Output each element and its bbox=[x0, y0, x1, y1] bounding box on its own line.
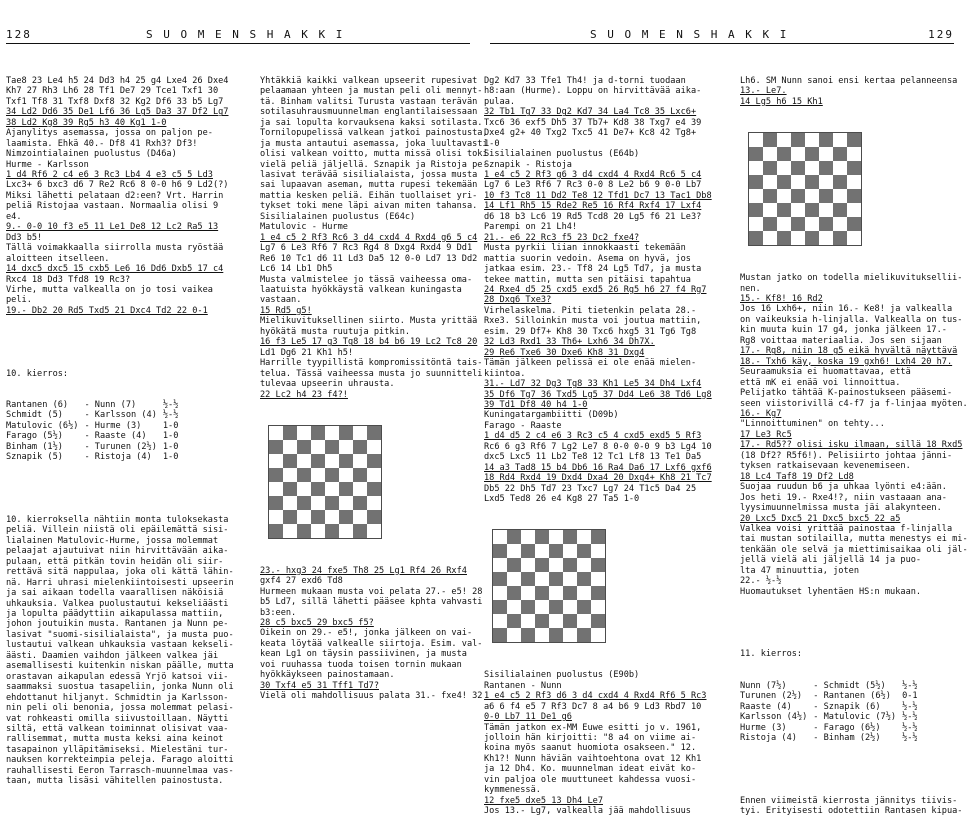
text-line: lta 47 minuuttia, joten bbox=[740, 565, 859, 576]
text-line: Txc6 36 exf5 Dh5 37 Tb7+ Kd8 38 Txg7 e4 39 bbox=[484, 117, 702, 128]
result-cell: 1-0 bbox=[162, 420, 179, 431]
text-line: 30 Txf4 e5 31 Tff1 Td7? bbox=[260, 680, 379, 691]
text-line: 16 f3 Le5 17 g3 Tg8 18 b4 b6 19 Lc2 Tc8 20 bbox=[260, 337, 478, 348]
text-line: olisi valkean voitto, mutta missä olisi toki bbox=[260, 149, 488, 160]
text-line: Sisilialainen puolustus (E90b) bbox=[484, 670, 640, 681]
player-cell: - Raaste (4) bbox=[84, 431, 147, 442]
text-line: d6 18 b3 Lc6 19 Rd5 Tcd8 20 Lg5 f6 21 Le3? bbox=[484, 211, 702, 222]
text-line: on vaikeuksia h-linjalla. Valkealla on tus- bbox=[740, 314, 963, 325]
player-cell: - Farago (6½) bbox=[813, 722, 881, 733]
text-line: 1-0 bbox=[484, 138, 500, 149]
text-line: 18 Rd4 Rxd4 19 Dxd4 Dxa4 20 Dxg4+ Kh8 21 Tc7 bbox=[484, 473, 712, 484]
text-line: Kuningatargambiitti (D09b) bbox=[484, 410, 619, 421]
text-line: Tällä voimakkaalla siirrolla musta ryöstää bbox=[6, 243, 224, 254]
standings-table bbox=[740, 681, 924, 744]
result-cell: 1-0 bbox=[162, 452, 179, 463]
player-cell: Turunen (2½) bbox=[740, 691, 803, 702]
standings-row bbox=[740, 712, 924, 722]
text-line: pulaa. bbox=[484, 96, 516, 107]
player-cell: - Rantanen (6½) bbox=[813, 691, 891, 702]
text-line: 19.- Db2 20 Rd5 Txd5 21 Dxc4 Td2 22 0-1 bbox=[6, 305, 208, 316]
text-line: että mK ei enää voi linnoittua. bbox=[740, 377, 901, 388]
standings-row bbox=[6, 421, 184, 431]
player-cell: - Binham (2½) bbox=[813, 733, 881, 743]
standings-row bbox=[740, 702, 924, 712]
text-line: 28 Dxg6 Txe3? bbox=[484, 295, 552, 306]
text-line: Tornilopupelissä valkean jatkoi painostusta, bbox=[260, 128, 488, 139]
left-column-2 bbox=[260, 55, 488, 723]
player-cell: - Nunn (7) bbox=[84, 399, 137, 410]
standings-row bbox=[6, 431, 184, 441]
text-line: saammaksi suostua tasapeliin, jonka Nunn oli bbox=[6, 682, 234, 693]
result-cell: ½-½ bbox=[902, 701, 918, 712]
text-line: ja sai lopulta korvauksena kaksi sotilasta. bbox=[260, 117, 483, 128]
result-cell: ½-½ bbox=[162, 410, 179, 421]
player-cell: Nunn (7½) bbox=[740, 680, 787, 691]
text-line: hyökätä musta ruutuja pitkin. bbox=[260, 326, 411, 337]
text-line: Rxc4 18 Dd3 Tfd8 19 Rc3? bbox=[6, 274, 131, 285]
standings-row bbox=[6, 410, 184, 420]
text-line: nin peli oli benonia, jossa molemmat pelasi- bbox=[6, 703, 234, 714]
text-line: 1 e4 c5 2 Rf3 g6 3 d4 cxd4 4 Rxd4 Rc6 5 c4 bbox=[484, 169, 702, 180]
text-line: ehdottanut hiljanyt. Schmidtin ja Karlsson- bbox=[6, 692, 229, 703]
text-line: Jos heti 19.- Rxe4!?, niin vastaaan ana- bbox=[740, 492, 947, 503]
text-line: siltä, että valkean toiminnat olisivat vaa- bbox=[6, 723, 229, 734]
text-line: Miksi lähetti pelataan d2:een? Vrt. Harrin bbox=[6, 190, 224, 201]
text-line: 14 dxc5 dxc5 15 cxb5 Le6 16 Dd6 Dxb5 17 c4 bbox=[6, 264, 224, 275]
text-line: "Linnoittuminen" on tehty... bbox=[740, 419, 885, 430]
text-line: kin muuta kuin 17 g4, jonka jälkeen 17.- bbox=[740, 325, 947, 336]
text-line: 24 Rxe4 d5 25 cxd5 exd5 26 Rg5 h6 27 f4 Rg7 bbox=[484, 284, 707, 295]
chess-diagram bbox=[748, 132, 862, 246]
text-line: tasapainon ylläpitämiseksi. Mielestäni tur- bbox=[6, 744, 229, 755]
player-cell: - Schmidt (5½) bbox=[813, 680, 886, 691]
text-line: 17.- Rg8, niin 18 g5 eikä hyvältä näyttävä bbox=[740, 346, 958, 357]
text-line: rallisemmat, mutta musta keksi aina keinot bbox=[6, 734, 224, 745]
player-cell: Hurme (3) bbox=[740, 722, 787, 733]
right-column-1 bbox=[484, 55, 720, 838]
text-line: vastaan. bbox=[260, 295, 302, 306]
text-line: jatkaa esim. 23.- Tf8 24 Lg5 Td7, ja musta bbox=[484, 264, 702, 275]
text-line: 15 Rd5 g5! bbox=[260, 305, 312, 316]
standings-row bbox=[6, 400, 184, 410]
result-cell: ½-½ bbox=[902, 680, 918, 691]
text-line: äästi. Daamien vaihdon jälkeen valkea jäi bbox=[6, 650, 219, 661]
text-line: 32 Tb1 Tg7 33 Dg2 Kd7 34 La4 Tc8 35 Lxc6+ bbox=[484, 107, 697, 118]
player-cell: Raaste (4) bbox=[740, 701, 792, 712]
text-line: peli. bbox=[6, 295, 32, 306]
text-line: 35 Df6 Tg7 36 Txd5 Lg5 37 Dd4 Le6 38 Td6 Lg8 bbox=[484, 389, 712, 400]
text-line: Virhelaskelma. Piti tietenkin pelata 28.- bbox=[484, 305, 697, 316]
text-line: Txf1 Tf8 31 Txf8 Dxf8 32 Kg2 Df6 33 b5 Lg7 bbox=[6, 96, 224, 107]
text-line: lialainen Matulovic-Hurme, jossa molemmat bbox=[6, 535, 219, 546]
text-line: ja sai aikaan todella vaarallisen näköisiä bbox=[6, 588, 224, 599]
text-line: e4. bbox=[6, 211, 22, 222]
text-line: johon joutuikin musta. Rantanen ja Nunn pe- bbox=[6, 619, 229, 630]
result-cell: 0-1 bbox=[902, 691, 918, 702]
text-line: 21.- e6 22 Rc3 f5 23 Dc2 fxe4? bbox=[484, 232, 640, 243]
page-number: 129 bbox=[928, 28, 954, 41]
player-cell: Karlsson (4½) bbox=[740, 712, 808, 723]
result-cell: ½-½ bbox=[162, 399, 179, 410]
text-line: 10. kierroksella nähtiin monta tuloksekasta bbox=[6, 514, 229, 525]
chess-diagram bbox=[492, 529, 606, 643]
running-head: S U O M E N S H A K K I bbox=[590, 28, 789, 41]
text-line: Lg7 6 Le3 Rf6 7 Rc3 0-0 8 Le2 b6 9 0-0 Lb7 bbox=[484, 180, 702, 191]
player-cell: Binham (1½) bbox=[6, 441, 63, 452]
standings-row bbox=[740, 723, 924, 733]
standings-row bbox=[740, 681, 924, 691]
text-line: sotilasuhrausmuunnelman englantilaisessaan bbox=[260, 107, 478, 118]
text-line: vin paljoa ole muuttuneet kahdessa vuosi- bbox=[484, 774, 697, 785]
text-line: 34 Ld2 Dd6 35 De1 Lf6 36 Lg5 Da3 37 Df2 Lg7 bbox=[6, 107, 229, 118]
text-line: 0-0 Lb7 11 De1 g6 bbox=[484, 712, 572, 723]
text-line: 1 e4 c5 2 Rf3 Rc6 3 d4 cxd4 4 Rxd4 g6 5 c4 bbox=[260, 232, 478, 243]
text-line: 12 fxe5 dxe5 13 Dh4 Le7 bbox=[484, 795, 603, 806]
text-line: 22.- ½-½ bbox=[740, 576, 782, 587]
text-line: 9.- 0-0 10 f3 e5 11 Le1 De8 12 Lc2 Ra5 13 bbox=[6, 222, 219, 233]
text-line: laamista. Ehkä 40.- Df8 41 Rxh3? Df3! bbox=[6, 138, 198, 149]
player-cell: Rantanen (6) bbox=[6, 399, 69, 410]
page-header bbox=[490, 25, 954, 44]
text-line: pulaan, että pitkän tovin heidän oli siir- bbox=[6, 556, 224, 567]
text-line: Huomautukset lyhentäen HS:n mukaan. bbox=[740, 586, 922, 597]
text-line: 18.- Txh6 käy, koska 19 gxh6! Lxh4 20 h7. bbox=[740, 356, 953, 367]
text-line: Yhtäkkiä kaikki valkean upseerit rupesivat bbox=[260, 75, 478, 86]
text-line: nauksen korrekteimpia peleja. Farago aloitti bbox=[6, 755, 234, 766]
round-title: 11. kierros: bbox=[740, 649, 803, 660]
text-line: voi ruuhassa tuoda toisen tornin mukaan bbox=[260, 659, 462, 670]
text-line: Sisilialainen puolustus (E64b) bbox=[484, 149, 640, 160]
text-line: nen. bbox=[740, 283, 761, 294]
text-line: taan, mutta lisäsi vähitellen painostusta. bbox=[6, 776, 224, 787]
result-cell: ½-½ bbox=[902, 733, 918, 743]
text-line: 32 Ld3 Rxd1 33 Th6+ Lxh6 34 Dh7X. bbox=[484, 337, 655, 348]
text-line: Matulovic - Hurme bbox=[260, 222, 348, 233]
text-line: tekee mattin, mutta sen pitäisi tapahtua bbox=[484, 274, 691, 285]
text-line: Parempi on 21 Lh4! bbox=[484, 222, 578, 233]
text-line: Jos 16 Lxh6+, niin 16.- Ke8! ja valkealla bbox=[740, 304, 953, 315]
text-line: peliä Ristojaa vastaan. Normaalia olisi 9 bbox=[6, 201, 219, 212]
text-line: Mielikuvituksellinen siirto. Musta yrittää bbox=[260, 316, 478, 327]
result-cell: ½-½ bbox=[902, 722, 918, 733]
text-line: 10 f3 Tc8 11 Dd2 Te8 12 Tfd1 Dc7 13 Tac1 Db8 bbox=[484, 190, 712, 201]
text-line: gxf4 27 exd6 Td8 bbox=[260, 576, 343, 587]
running-head: S U O M E N S H A K K I bbox=[146, 28, 345, 41]
text-line: Hurmeen mukaan musta voi pelata 27.- e5! 28 bbox=[260, 586, 483, 597]
text-line: seen viistorivillä c4-f7 ja f-linjaa myöten. bbox=[740, 398, 968, 409]
text-line: mattia suorin vedoin. Asema on hyvä, jos bbox=[484, 253, 691, 264]
text-line: jellä vielä ali jäljellä 14 ja puo- bbox=[740, 555, 922, 566]
text-line: Jos 13.- Lg7, valkealla jää mahdollisuus bbox=[484, 806, 691, 817]
text-line: esim. 29 Df7+ Kh8 30 Txc6 hxg5 31 Tg6 Tg8 bbox=[484, 326, 697, 337]
text-line: pelaamaan yhteen ja mustan peli oli mennyt- bbox=[260, 86, 483, 97]
text-line: Rg8 voittaa materiaalia. Jos sen sijaan bbox=[740, 335, 942, 346]
text-line: 14 a3 Tad8 15 b4 Db6 16 Ra4 Da6 17 Lxf6 gxf6 bbox=[484, 462, 712, 473]
text-line: rauhallisesti Eeron Tarrasch-muunnelmaa vas- bbox=[6, 765, 234, 776]
text-line: dxc5 Lxc5 11 Lb2 Te8 12 Tc1 Lf8 13 Te1 Da5 bbox=[484, 452, 702, 463]
text-line: keata löytää valkealle siirtoja. Esim. val- bbox=[260, 638, 483, 649]
result-cell: ½-½ bbox=[902, 712, 918, 723]
text-line: kymmenessä. bbox=[484, 785, 541, 796]
text-line: Vielä oli mahdollisuus palata 31.- fxe4! 32 bbox=[260, 691, 483, 702]
text-line: tai mustan sotilailla, mutta menestys ei mi- bbox=[740, 534, 968, 545]
text-line: lasivat terävää sisilialaista, jossa musta bbox=[260, 169, 478, 180]
text-line: Lxc3+ 6 bxc3 d6 7 Re2 Rc6 8 0-0 h6 9 Ld2(?) bbox=[6, 180, 229, 191]
text-line: 22 Lc2 h4 23 f4?! bbox=[260, 389, 348, 400]
text-line: b3:een. bbox=[260, 607, 297, 618]
text-line: 17.- Rd5?? olisi isku ilmaan, sillä 18 Rxd5 bbox=[740, 440, 963, 451]
player-cell: - Karlsson (4) bbox=[84, 410, 157, 421]
text-line: nä. Harri uhrasi mielenkiintoisesti upseerin bbox=[6, 577, 234, 588]
text-line: Lxd5 Ted8 26 e4 Kg8 27 Ta5 1-0 bbox=[484, 494, 640, 505]
left-page bbox=[0, 0, 488, 787]
right-column-2 bbox=[740, 55, 968, 838]
text-line: hyökkäykseen painostamaan. bbox=[260, 670, 395, 681]
text-line: 23.- hxg3 24 fxe5 Th8 25 Lg1 Rf4 26 Rxf4 bbox=[260, 565, 467, 576]
text-line: tykset toki mene läpi aivan miten tahansa. bbox=[260, 201, 478, 212]
player-cell: - Ristoja (4) bbox=[84, 452, 152, 463]
text-line: Seuraamuksia ei huomattavaa, että bbox=[740, 367, 911, 378]
text-line: 31.- Ld7 32 Dg3 Tg8 33 Kh1 Le5 34 Dh4 Lxf4 bbox=[484, 379, 702, 390]
text-line: (18 Df2? R5f6!). Pelisiirto johtaa jänni- bbox=[740, 450, 953, 461]
text-line: Dxe4 g2+ 40 Txg2 Txc5 41 De7+ Kc8 42 Tg8+ bbox=[484, 128, 697, 139]
text-line: Kh7 27 Rh3 Lh6 28 Tf1 De7 29 Tce1 Txf1 30 bbox=[6, 86, 219, 97]
text-line: 38 Ld2 Kg8 39 Rg5 h3 40 Kg1 1-0 bbox=[6, 117, 167, 128]
player-cell: Schmidt (5) bbox=[6, 410, 63, 421]
text-line: 29 Re6 Txe6 30 Dxe6 Kh8 31 Dxg4 bbox=[484, 347, 645, 358]
text-line: Hurme - Karlsson bbox=[6, 159, 89, 170]
text-line: 20 Lxc5 Dxc5 21 Dxc5 bxc5 22 a5 bbox=[740, 513, 901, 524]
text-line: Dg2 Kd7 33 Tfe1 Th4! ja d-torni tuodaan bbox=[484, 75, 686, 86]
text-line: 39 Td1 Df8 40 h4 1-0 bbox=[484, 399, 588, 410]
text-line: ja 12 Dh4. Ko. muunnelman ideat eivät ko- bbox=[484, 764, 697, 775]
text-line: Ennen viimeistä kierrosta jännitys tiivis- bbox=[740, 795, 958, 806]
text-line: uhkauksia. Valkea puolustautui kekseliäästi bbox=[6, 598, 229, 609]
text-line: tyi. Erityisesti odotettiin Rantasen kipua- bbox=[740, 806, 963, 817]
text-line: tulevaa upseerin uhrausta. bbox=[260, 379, 395, 390]
chess-diagram bbox=[268, 425, 382, 539]
text-line: h8:aan (Hurme). Loppu on hirvittävää aika- bbox=[484, 86, 702, 97]
text-line: lustautui valkean uhkauksia vastaan kekseli- bbox=[6, 640, 234, 651]
text-line: tenkään ole selvä ja miettimisaikaa oli jäl- bbox=[740, 544, 968, 555]
text-line: 18 Lc4 Taf8 19 Df2 Ld8 bbox=[740, 471, 854, 482]
text-line: Rantanen - Nunn bbox=[484, 680, 562, 691]
page-header bbox=[6, 25, 470, 44]
text-line: 15.- Kf8! 16 Rd2 bbox=[740, 293, 823, 304]
text-line: Lh6. SM Nunn sanoi ensi kertaa pelanneensa bbox=[740, 75, 958, 86]
text-line: 1 e4 c5 2 Rf3 d6 3 d4 cxd4 4 Rxd4 Rf6 5 Rc3 bbox=[484, 691, 707, 702]
text-line: Tämän jälkeen pelissä ei ole enää mielen- bbox=[484, 358, 697, 369]
text-line: asemallisesti kuitenkin niskan päälle, mutta bbox=[6, 661, 234, 672]
text-line: peliä. Villein niistä oli epäilemättä sisi- bbox=[6, 525, 229, 536]
text-line: Musta valmistelee jo tässä vaiheessa oma- bbox=[260, 274, 473, 285]
text-line: Db5 22 Dh5 Td7 23 Txc7 Lg7 24 T1c5 Da4 25 bbox=[484, 483, 697, 494]
text-line: tyksen ratkaisevaan kevenemiseen. bbox=[740, 461, 911, 472]
text-line: jolloin hän kirjoitti: "8 a4 on viime ai- bbox=[484, 733, 697, 744]
text-line: Ajanylitys asemassa, jossa on paljon pe- bbox=[6, 128, 213, 139]
text-line: Farago - Raaste bbox=[484, 420, 562, 431]
text-line: ja lopulta päädyttiin aikapulassa mattiin, bbox=[6, 608, 224, 619]
text-line: rettävä sitä nappulaa, joka oli kättä lähin- bbox=[6, 567, 234, 578]
text-line: laatuista hyökkäystä valkean kuningasta bbox=[260, 284, 462, 295]
round-title: 10. kierros: bbox=[6, 368, 69, 379]
result-cell: 1-0 bbox=[162, 441, 179, 452]
standings-row bbox=[740, 691, 924, 701]
player-cell: - Matulovic (7½) bbox=[813, 712, 897, 723]
text-line: Re6 10 Tc1 d6 11 Ld3 Da5 12 0-0 Ld7 13 Dd2 bbox=[260, 253, 478, 264]
right-page bbox=[484, 0, 968, 817]
text-line: Suojaa ruudun b6 ja uhkaa lyönti e4:ään. bbox=[740, 482, 947, 493]
player-cell: Farago (5½) bbox=[6, 431, 63, 442]
text-line: aloitteen itselleen. bbox=[6, 253, 110, 264]
left-column-1 bbox=[6, 55, 234, 808]
text-line: Oikein on 29.- e5!, jonka jälkeen on vai- bbox=[260, 628, 473, 639]
player-cell: - Hurme (3) bbox=[84, 420, 142, 431]
player-cell: - Sznapik (6) bbox=[813, 701, 881, 712]
text-line: Ld1 Dg6 21 Kh1 h5! bbox=[260, 347, 354, 358]
text-line: sai lupaavan aseman, mutta rupesi tekemään bbox=[260, 180, 478, 191]
text-line: 17 Le3 Rc5 bbox=[740, 429, 792, 440]
text-line: 28 c5 bxc5 29 bxc5 f5? bbox=[260, 618, 374, 629]
text-line: Lg7 6 Le3 Rf6 7 Rc3 Rg4 8 Dxg4 Rxd4 9 Dd1 bbox=[260, 243, 473, 254]
text-line: 14 Lg5 h6 15 Kh1 bbox=[740, 96, 823, 107]
text-line: a6 6 f4 e5 7 Rf3 Dc7 8 a4 b6 9 Ld3 Rbd7 10 bbox=[484, 701, 702, 712]
text-line: b5 Ld7, sillä lähetti pääsee kphta vahvasti bbox=[260, 597, 483, 608]
text-line: orastavan aikapulan edessä Yrjö katsoi vii- bbox=[6, 671, 229, 682]
player-cell: Sznapik (5) bbox=[6, 452, 63, 463]
text-line: Mustan jatko on todella mielikuvituksellii- bbox=[740, 273, 963, 284]
text-line: Pelijatko tähtää K-painostukseen pääsemi- bbox=[740, 388, 953, 399]
text-line: Sisilialainen puolustus (E64c) bbox=[260, 211, 416, 222]
text-line: Dd3 b5! bbox=[6, 232, 43, 243]
player-cell: Ristoja (4) bbox=[740, 733, 797, 743]
text-line: kiintoa. bbox=[484, 368, 526, 379]
page-number: 128 bbox=[6, 28, 32, 41]
text-line: Virhe, mutta valkealla on jo tosi vaikea bbox=[6, 284, 213, 295]
text-line: 1 d4 Rf6 2 c4 e6 3 Rc3 Lb4 4 e3 c5 5 Ld3 bbox=[6, 169, 213, 180]
result-cell: 1-0 bbox=[162, 431, 179, 442]
text-line: lasivat "suomi-sisilialaista", ja musta puo- bbox=[6, 629, 234, 640]
text-line: Kh1?! Nunn häviän vaihtoehtona ovat 12 Kh1 bbox=[484, 753, 702, 764]
standings-table bbox=[6, 400, 184, 463]
text-line: kean Lg1 on täysin passiivinen, ja musta bbox=[260, 649, 467, 660]
text-line: Rc6 6 g3 Rf6 7 Lg2 Le7 8 0-0 0-0 9 b3 Lg4 10 bbox=[484, 441, 712, 452]
standings-row bbox=[740, 733, 924, 743]
text-line: 16.- Kg7 bbox=[740, 408, 782, 419]
text-line: Valkea voisi yrittää painostaa f-linjalla bbox=[740, 523, 953, 534]
text-line: Nimzointialainen puolustus (D46a) bbox=[6, 149, 177, 160]
standings-row bbox=[6, 452, 184, 462]
text-line: vat rohkeasti omilla siivustoillaan. Näytti bbox=[6, 713, 229, 724]
text-line: telua. Tässä vaiheessa musta jo suunnitteli bbox=[260, 368, 483, 379]
text-line: vielä peliä jäljellä. Sznapik ja Ristoja pe- bbox=[260, 159, 488, 170]
text-line: Harrille tyypillistä kompromissitöntä tais- bbox=[260, 358, 483, 369]
text-line: pelaajat ajautuivat niin hirvittävään aika- bbox=[6, 546, 229, 557]
text-line: Tae8 23 Le4 h5 24 Dd3 h4 25 g4 Lxe4 26 Dxe4 bbox=[6, 75, 229, 86]
text-line: lyysimuunnelmissa musta jäi alakynteen. bbox=[740, 503, 942, 514]
text-line: 1 d4 d5 2 c4 e6 3 Rc3 c5 4 cxd5 exd5 5 Rf3 bbox=[484, 431, 702, 442]
text-line: ja musta antautui asemassa, joka luultavasti bbox=[260, 138, 488, 149]
text-line: Lc6 14 Lb1 Dh5 bbox=[260, 264, 333, 275]
text-line: Sznapik - Ristoja bbox=[484, 159, 572, 170]
text-line: Rxe3. Silloinkin musta voi joutua mattiin, bbox=[484, 316, 702, 327]
text-line: Musta pyrkii liian innokkaasti tekemään bbox=[484, 243, 686, 254]
player-cell: Matulovic (6½) bbox=[6, 420, 79, 431]
text-line: koina myös saanut huomiota osakseen." 12. bbox=[484, 743, 697, 754]
player-cell: - Turunen (2½) bbox=[84, 441, 157, 452]
text-line: 13.- Le7. bbox=[740, 86, 787, 97]
text-line: 14 Lf1 Rh5 15 Rde2 Re5 16 Rf4 Rxf4 17 Lxf4 bbox=[484, 201, 702, 212]
text-line: mattia kesken peliä. Eihän tuollaiset yri- bbox=[260, 190, 478, 201]
text-line: Tämän jatkon ex-MM Euwe esitti jo v. 1961, bbox=[484, 722, 702, 733]
text-line: tä. Binham valitsi Turusta vastaan terävän bbox=[260, 96, 478, 107]
standings-row bbox=[6, 442, 184, 452]
